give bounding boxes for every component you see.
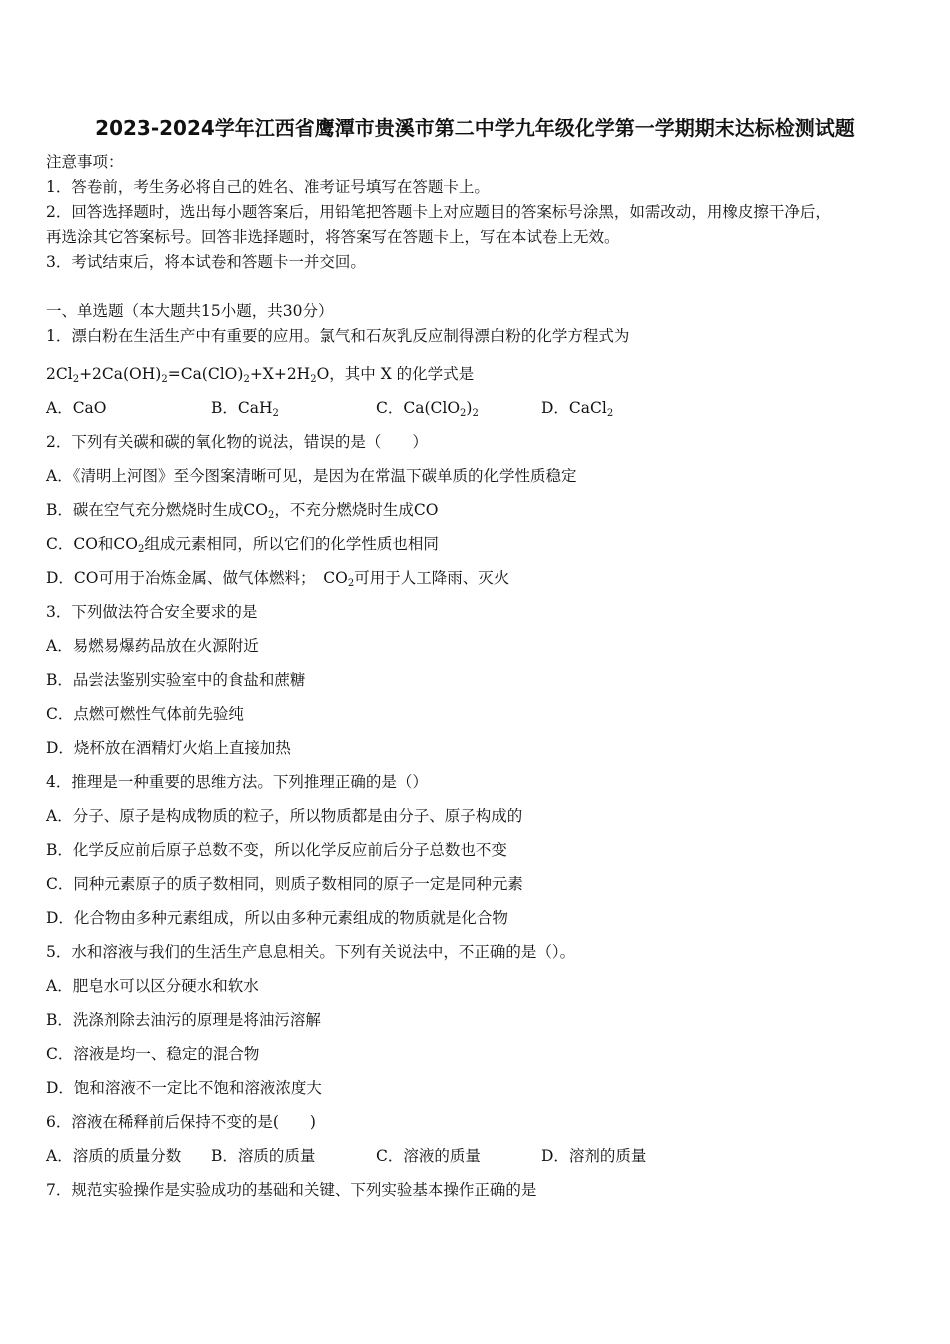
option-b: B．品尝法鉴别实验室中的食盐和蔗糖: [46, 671, 306, 689]
option-b: B．洗涤剂除去油污的原理是将油污溶解: [46, 1011, 321, 1029]
question-stem: 2．下列有关碳和碳的氧化物的说法，错误的是（ ）: [46, 433, 428, 451]
notice-item: 2．回答选择题时，选出每小题答案后，用铅笔把答题卡上对应题目的答案标号涂黑，如需改动，用橡皮擦干净后，: [46, 203, 831, 221]
option-c: C．点燃可燃性气体前先验纯: [46, 705, 244, 723]
question-stem: 6．溶液在稀释前后保持不变的是( ): [46, 1113, 316, 1131]
option-d: D．烧杯放在酒精灯火焰上直接加热: [46, 739, 291, 757]
option-b: B．碳在空气充分燃烧时生成$CO_2$，不充分燃烧时生成CO: [46, 501, 439, 521]
question-stem: 3．下列做法符合安全要求的是: [46, 603, 258, 621]
option-c: C．同种元素原子的质子数相同，则质子数相同的原子一定是同种元素: [46, 875, 523, 893]
option-a: A．CaO: [46, 399, 107, 417]
page-title: 2023-2024学年江西省鹰潭市贵溪市第二中学九年级化学第一学期期末达标检测试题: [95, 116, 855, 140]
question-stem: 1．漂白粉在生活生产中有重要的应用。氯气和石灰乳反应制得漂白粉的化学方程式为: [46, 327, 630, 345]
chemical-equation: $2Cl_2+2Ca(OH)_2=Ca(ClO)_2+X+2H_2O$，其中 X 的化学式是: [46, 365, 475, 385]
option-c: C．溶液的质量: [376, 1147, 481, 1165]
option-b: B．CaH$_2$: [211, 399, 279, 419]
question-stem: 7．规范实验操作是实验成功的基础和关键、下列实验基本操作正确的是: [46, 1181, 537, 1199]
question-stem: 4．推理是一种重要的思维方法。下列推理正确的是（）: [46, 773, 428, 791]
option-a: A．分子、原子是构成物质的粒子，所以物质都是由分子、原子构成的: [46, 807, 523, 825]
option-c: C．溶液是均一、稳定的混合物: [46, 1045, 260, 1063]
option-a: A．溶质的质量分数: [46, 1147, 182, 1165]
option-a: A．肥皂水可以区分硬水和软水: [46, 977, 259, 995]
option-d: D．CaCl$_2$: [541, 399, 614, 419]
option-a: A．易燃易爆药品放在火源附近: [46, 637, 259, 655]
option-a: A．《清明上河图》至今图案清晰可见，是因为在常温下碳单质的化学性质稳定: [46, 467, 577, 485]
option-b: B．溶质的质量: [211, 1147, 316, 1165]
question-stem: 5．水和溶液与我们的生活生产息息相关。下列有关说法中，不正确的是（）。: [46, 943, 576, 961]
section-heading: 一、单选题（本大题共15小题，共30分）: [46, 302, 334, 320]
option-d: D．化合物由多种元素组成，所以由多种元素组成的物质就是化合物: [46, 909, 508, 927]
option-d: D．溶剂的质量: [541, 1147, 647, 1165]
option-c: C．$Ca(ClO_2)_2$: [376, 399, 479, 419]
option-d: D．CO可用于冶炼金属、做气体燃料； $CO_2$可用于人工降雨、灭火: [46, 569, 510, 589]
option-b: B．化学反应前后原子总数不变，所以化学反应前后分子总数也不变: [46, 841, 507, 859]
option-c: C．CO和$CO_2$组成元素相同，所以它们的化学性质也相同: [46, 535, 439, 555]
option-d: D．饱和溶液不一定比不饱和溶液浓度大: [46, 1079, 322, 1097]
notice-item: 再选涂其它答案标号。回答非选择题时，将答案写在答题卡上，写在本试卷上无效。: [46, 228, 620, 246]
notice-heading: 注意事项：: [46, 153, 124, 171]
notice-item: 3．考试结束后，将本试卷和答题卡一并交回。: [46, 253, 366, 271]
notice-item: 1．答卷前，考生务必将自己的姓名、准考证号填写在答题卡上。: [46, 178, 490, 196]
